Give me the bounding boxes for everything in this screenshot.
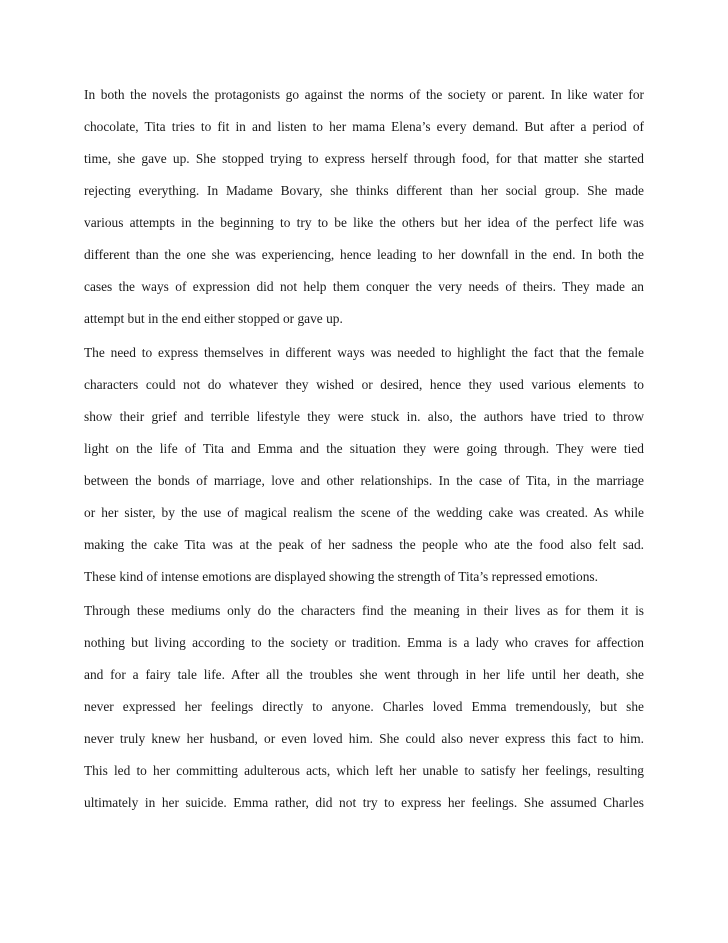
paragraph-1 — [84, 81, 644, 337]
text-line: The need to express themselves in different ways was needed to highlight the fact that the female — [84, 345, 644, 360]
text-line: various attempts in the beginning to try to be like the others but her idea of the perfect life was — [84, 215, 644, 230]
paragraph-2 — [84, 339, 644, 595]
text-line: different than the one she was experiencing, hence leading to her downfall in the end. In both the — [84, 247, 644, 262]
text-line: between the bonds of marriage, love and other relationships. In the case of Tita, in the marriage — [84, 473, 644, 488]
text-line: cases the ways of expression did not help them conquer the very needs of theirs. They made an — [84, 279, 644, 294]
text-line: never expressed her feelings directly to anyone. Charles loved Emma tremendously, but she — [84, 699, 644, 714]
text-line: These kind of intense emotions are displayed showing the strength of Tita’s repressed emotions. — [84, 569, 598, 584]
text-line: never truly knew her husband, or even loved him. She could also never express this fact to him. — [84, 731, 644, 746]
text-line: chocolate, Tita tries to fit in and listen to her mama Elena’s every demand. But after a period of — [84, 119, 644, 134]
text-line: light on the life of Tita and Emma and the situation they were going through. They were tied — [84, 441, 644, 456]
text-line: characters could not do whatever they wished or desired, hence they used various elements to — [84, 377, 644, 392]
text-line: This led to her committing adulterous acts, which left her unable to satisfy her feelings, resulting — [84, 763, 644, 778]
document-body — [84, 81, 644, 821]
text-line: nothing but living according to the society or tradition. Emma is a lady who craves for affection — [84, 635, 644, 650]
text-line: or her sister, by the use of magical realism the scene of the wedding cake was created. As while — [84, 505, 644, 520]
text-line: Through these mediums only do the characters find the meaning in their lives as for them it is — [84, 603, 644, 618]
text-line: making the cake Tita was at the peak of her sadness the people who ate the food also felt sad. — [84, 537, 644, 552]
paragraph-3 — [84, 597, 644, 821]
text-line: show their grief and terrible lifestyle they were stuck in. also, the authors have tried to throw — [84, 409, 644, 424]
text-line: attempt but in the end either stopped or gave up. — [84, 311, 343, 326]
text-line: time, she gave up. She stopped trying to express herself through food, for that matter she started — [84, 151, 644, 166]
text-line: and for a fairy tale life. After all the troubles she went through in her life until her death, she — [84, 667, 644, 682]
text-line: ultimately in her suicide. Emma rather, did not try to express her feelings. She assumed Charles — [84, 795, 644, 810]
text-line: In both the novels the protagonists go against the norms of the society or parent. In like water for — [84, 87, 644, 102]
text-line: rejecting everything. In Madame Bovary, she thinks different than her social group. She made — [84, 183, 644, 198]
